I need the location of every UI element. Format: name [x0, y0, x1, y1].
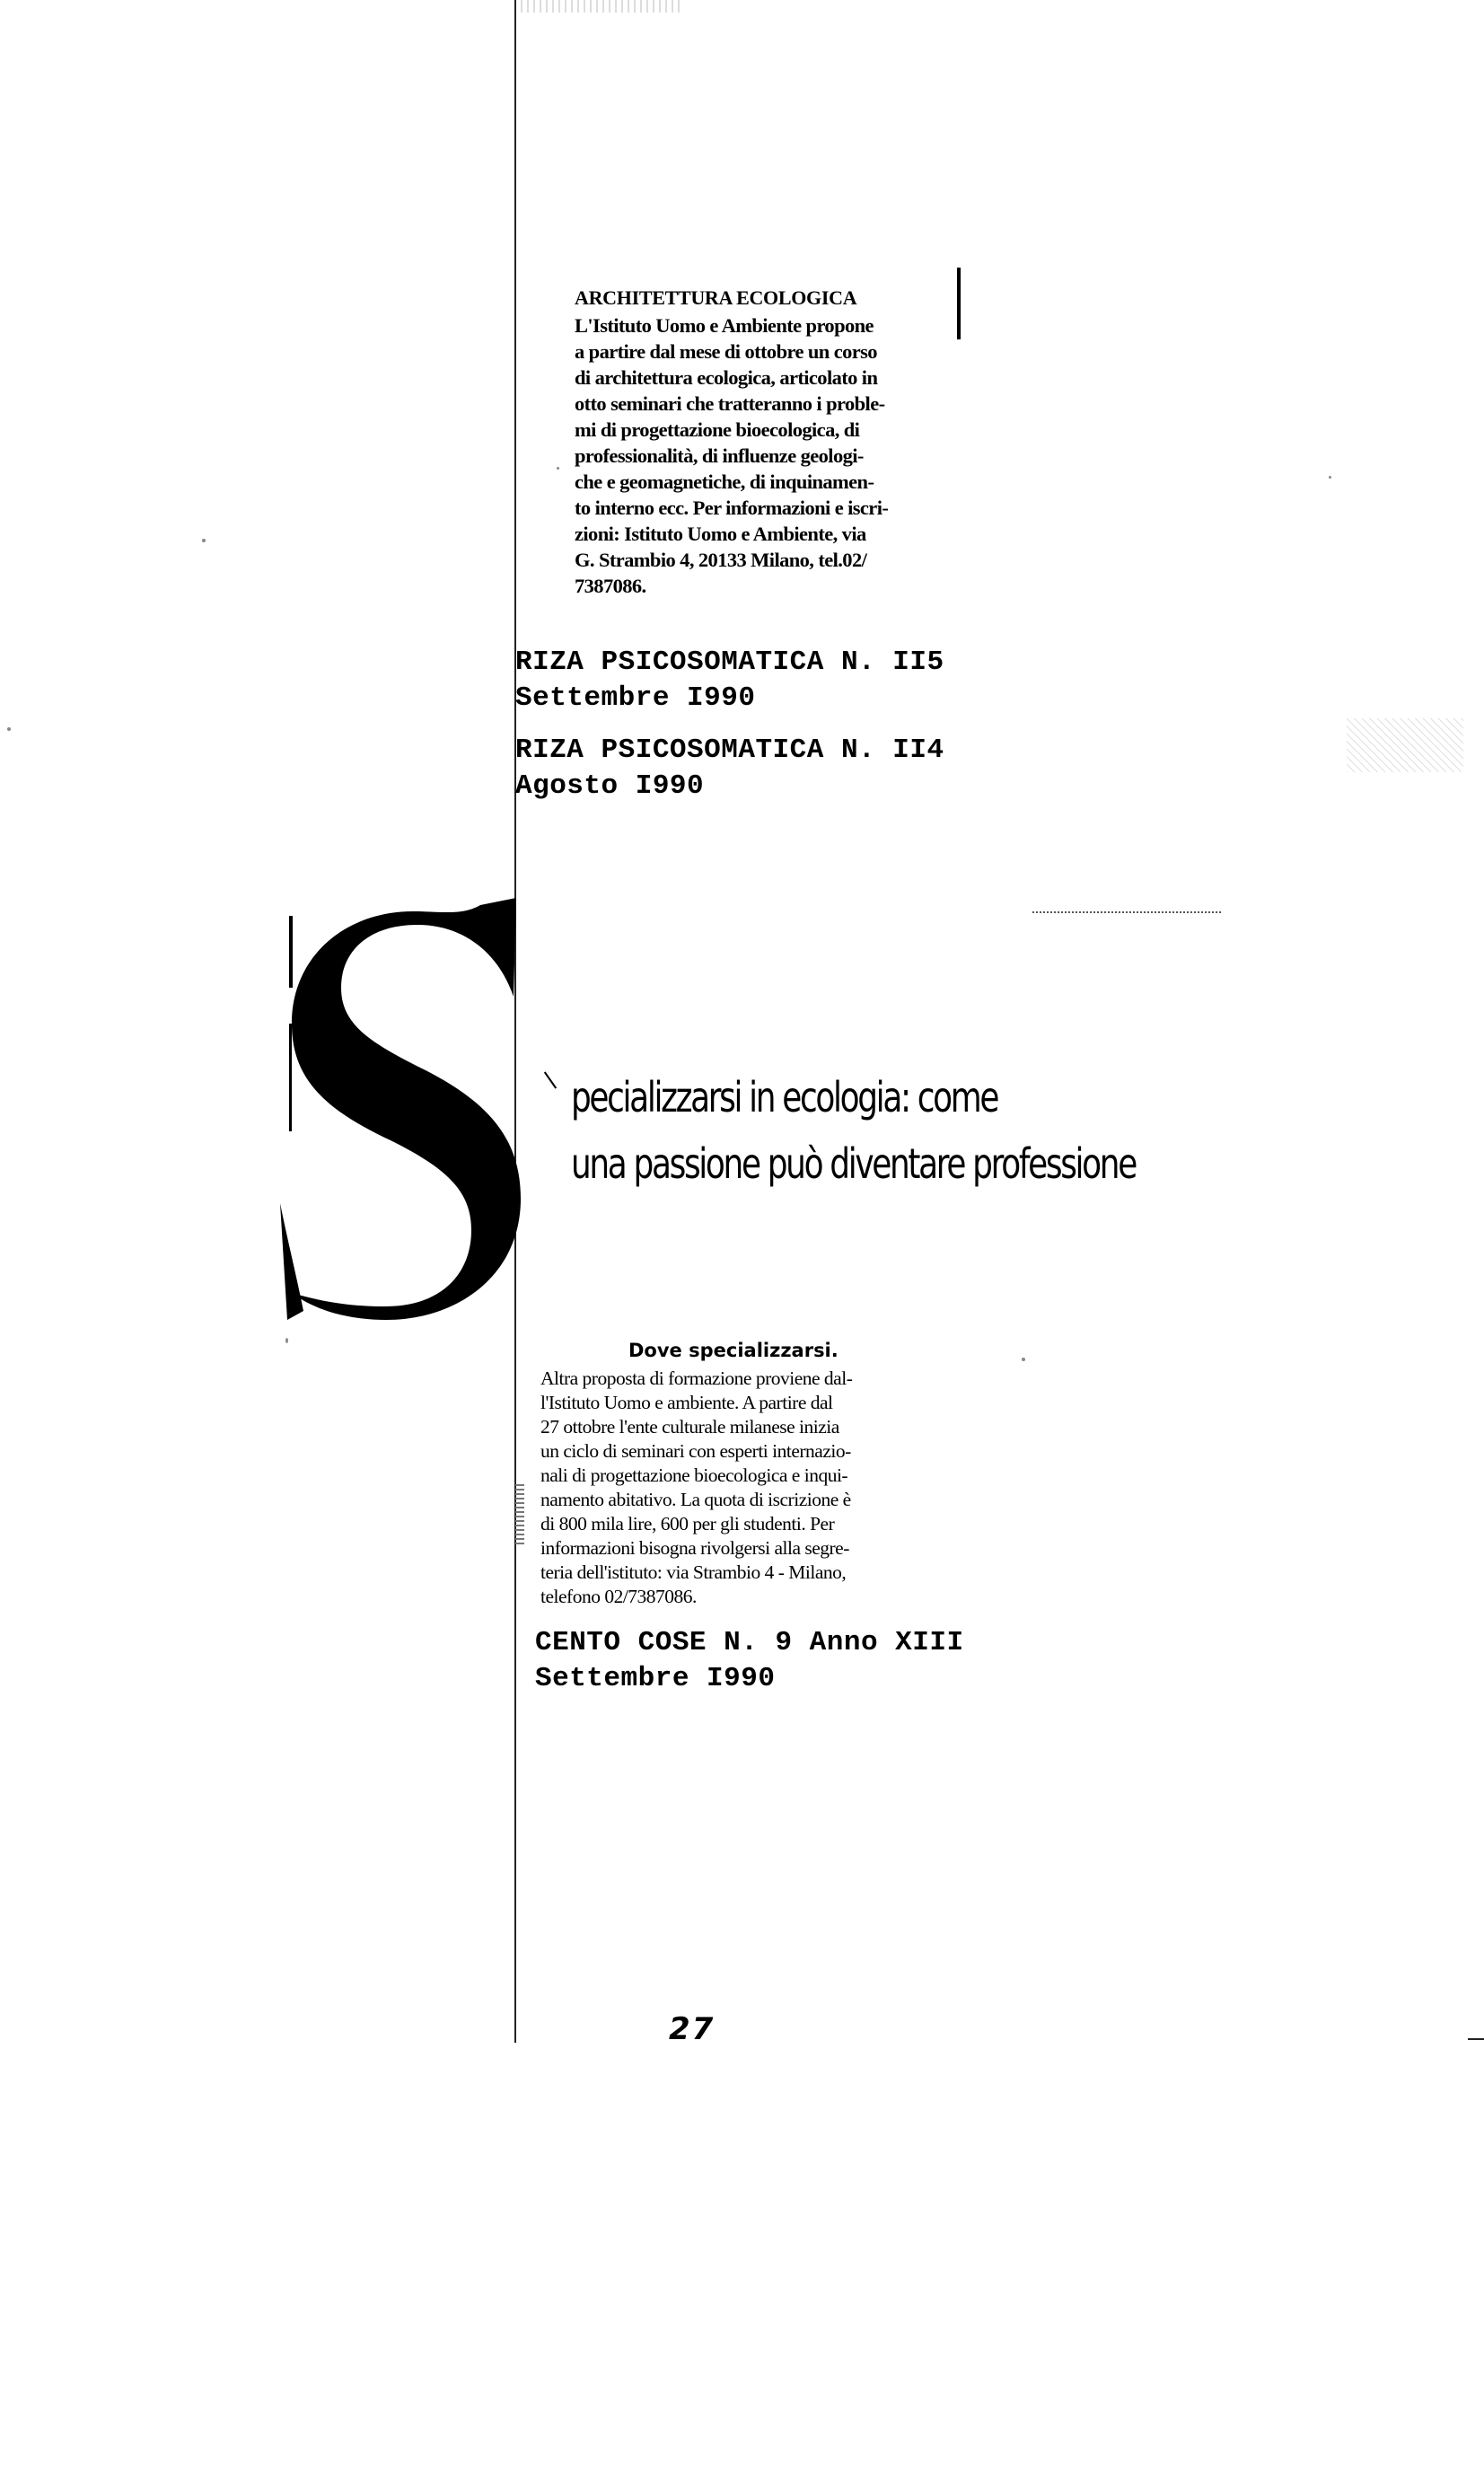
scan-speck	[285, 1338, 288, 1343]
article-line: G. Strambio 4, 20133 Milano, tel.02/	[575, 549, 867, 571]
citation-publication: RIZA PSICOSOMATICA N. II4	[515, 734, 944, 766]
scan-mark	[1468, 2038, 1484, 2040]
article-line: namento abitativo. La quota di iscrizione è	[540, 1489, 851, 1510]
dotted-rule	[1032, 911, 1221, 913]
article-line: di 800 mila lire, 600 per gli studenti. Per	[540, 1513, 835, 1534]
article-line: mi di progettazione bioecologica, di	[575, 418, 860, 441]
drop-cap-s	[260, 889, 530, 1329]
scan-speck	[1022, 1358, 1025, 1361]
article-line: teria dell'istituto: via Strambio 4 - Milano,	[540, 1561, 847, 1583]
article-line: to interno ecc. Per informazioni e iscri-	[575, 497, 889, 519]
source-citation	[515, 645, 944, 717]
article-line: L'Istituto Uomo e Ambiente propone	[575, 314, 874, 337]
headline-line-2: una passione può diventare professione	[571, 1139, 1136, 1188]
scan-smudge	[515, 1482, 524, 1544]
headline-line-1: pecializzarsi in ecologia: come	[571, 1073, 998, 1121]
source-citation	[535, 1625, 964, 1697]
headline	[571, 1064, 1136, 1197]
article-line: un ciclo di seminari con esperti internazio-	[540, 1440, 851, 1462]
article-line: 7387086.	[575, 575, 646, 597]
article-line: di architettura ecologica, articolato in	[575, 366, 878, 389]
scan-speck	[7, 727, 11, 731]
article-title: ARCHITETTURA ECOLOGICA	[575, 286, 857, 309]
citation-publication: CENTO COSE N. 9 Anno XIII	[535, 1627, 964, 1658]
citation-date: Settembre I990	[515, 682, 756, 714]
citation-date: Agosto I990	[515, 770, 705, 802]
page-number: 27	[669, 2011, 716, 2047]
source-citation	[515, 733, 944, 805]
article-line: informazioni bisogna rivolgersi alla segre-	[540, 1537, 849, 1559]
article-architettura-ecologica	[575, 286, 952, 599]
article-title: Dove specializzarsi.	[628, 1340, 839, 1361]
quote-mark	[544, 1071, 557, 1088]
article-line: zioni: Istituto Uomo e Ambiente, via	[575, 523, 866, 545]
article-line: otto seminari che tratteranno i proble-	[575, 392, 885, 415]
article-line: professionalità, di influenze geologi-	[575, 444, 864, 467]
article-line: 27 ottobre l'ente culturale milanese inizia	[540, 1416, 839, 1438]
article-line: che e geomagnetiche, di inquinamen-	[575, 470, 874, 493]
article-line: telefono 02/7387086.	[540, 1586, 697, 1607]
article-line: nali di progettazione bioecologica e inqui-	[540, 1464, 848, 1486]
article-line: Altra proposta di formazione proviene dal-	[540, 1367, 853, 1389]
scan-noise-top	[521, 0, 682, 13]
scan-speck	[202, 539, 206, 542]
citation-date: Settembre I990	[535, 1663, 776, 1694]
article-line: l'Istituto Uomo e ambiente. A partire dal	[540, 1392, 833, 1413]
scan-speck	[557, 467, 559, 470]
scan-noise-right	[1347, 718, 1463, 772]
scan-speck	[1329, 476, 1331, 479]
article-line: a partire dal mese di ottobre un corso	[575, 340, 877, 363]
citation-publication: RIZA PSICOSOMATICA N. II5	[515, 646, 944, 678]
article-dove-specializzarsi	[540, 1367, 935, 1609]
article-body	[575, 312, 952, 599]
article-margin-rule	[957, 268, 961, 339]
